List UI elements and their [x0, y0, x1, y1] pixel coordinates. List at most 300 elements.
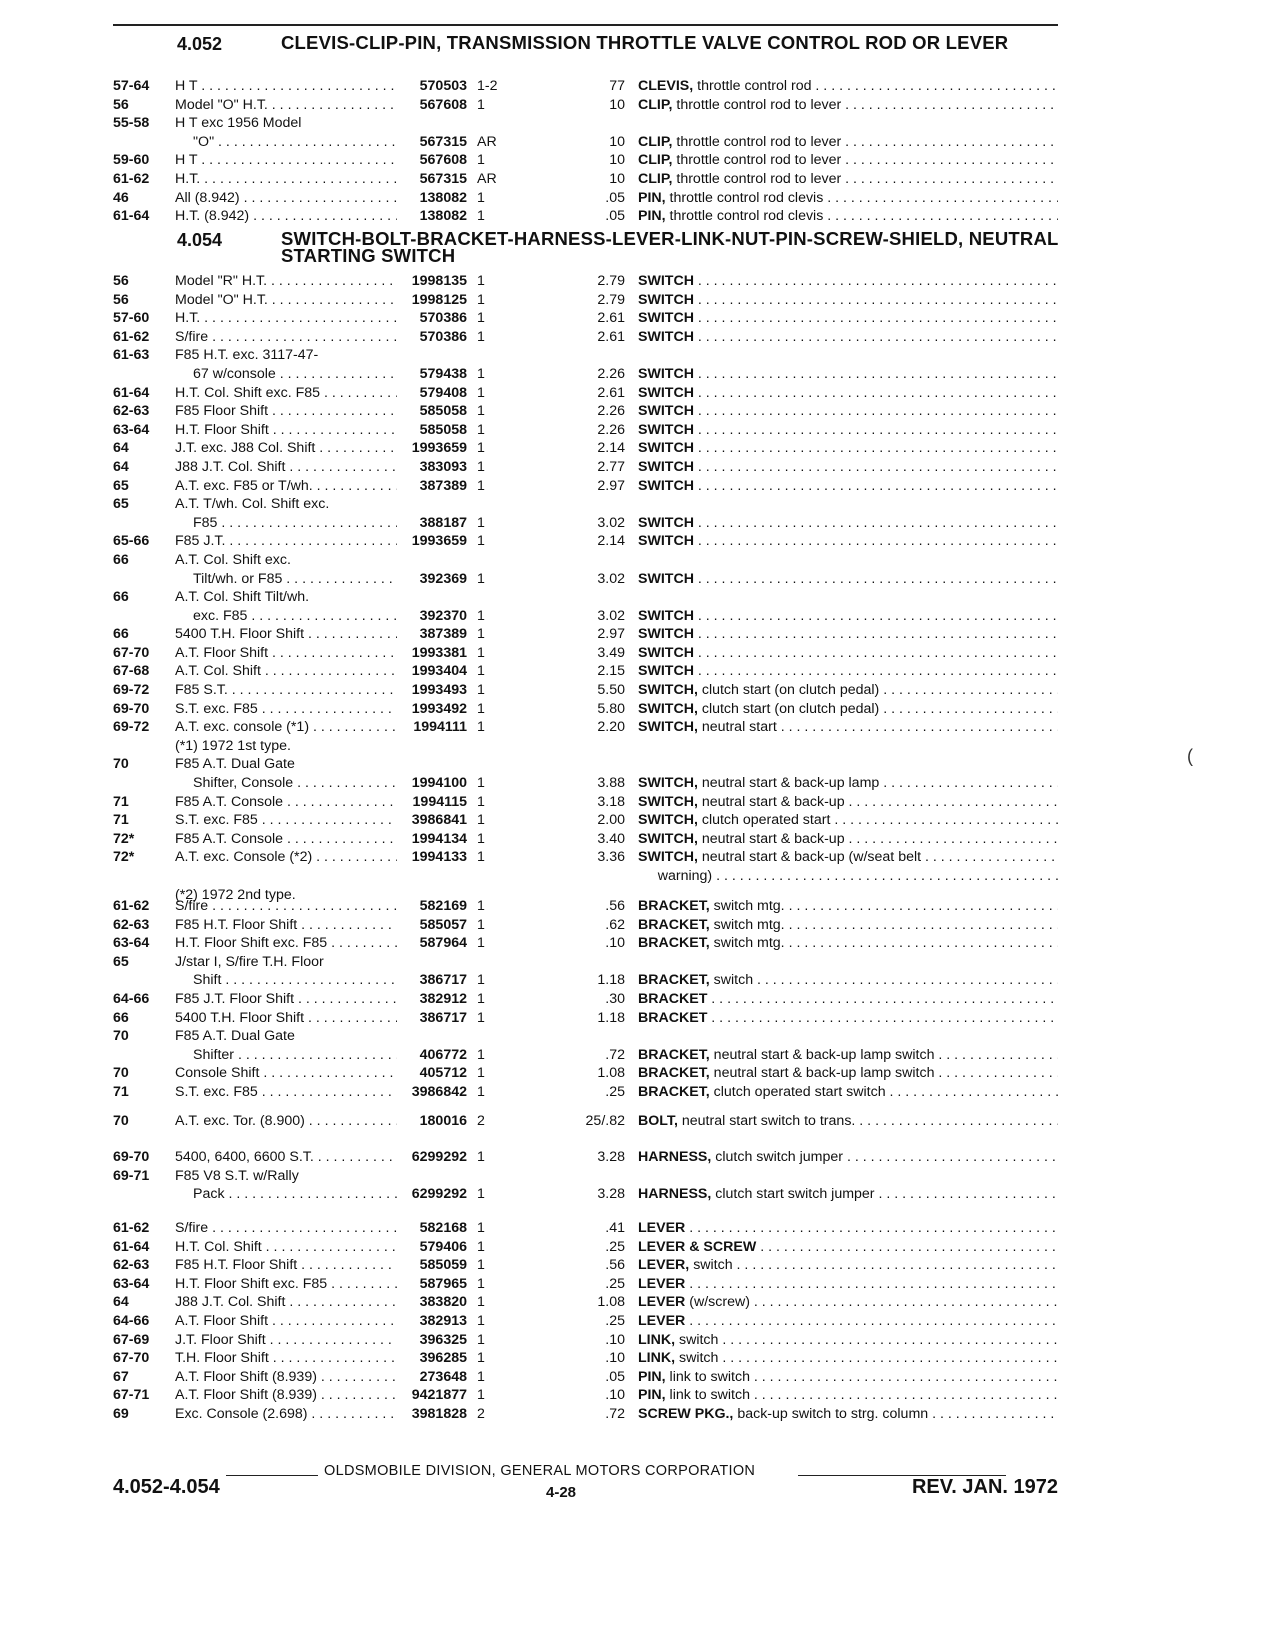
- quantity: 1: [477, 1238, 485, 1255]
- application: [175, 1167, 397, 1186]
- part-number: 570503: [419, 78, 467, 94]
- quantity: 1: [477, 663, 485, 680]
- leader-dots: [258, 1084, 397, 1100]
- leader-dots: [718, 1332, 1058, 1348]
- part-name: CLIP,: [638, 133, 673, 150]
- price: .10: [605, 1350, 625, 1367]
- part-number: 1993404: [411, 663, 467, 680]
- application: [175, 934, 397, 953]
- part-number: 387389: [419, 626, 467, 643]
- part-name: SWITCH: [638, 644, 694, 661]
- application-text: A.T. T/wh. Col. Shift exc.: [175, 496, 330, 513]
- part-row: [113, 774, 1058, 793]
- model-year: 61-62: [113, 170, 150, 187]
- leader-dots: [285, 1294, 397, 1310]
- leader-dots: [234, 1047, 397, 1063]
- application-text: S.T. exc. F85: [175, 700, 258, 717]
- application: [175, 1148, 397, 1167]
- footer-revision: REV. JAN. 1972: [911, 1476, 1058, 1498]
- part-description: [638, 1083, 1058, 1102]
- application: [175, 1083, 397, 1102]
- quantity: 1: [477, 440, 485, 457]
- top-rule: [113, 24, 1058, 26]
- part-number: 383093: [419, 458, 467, 475]
- part-description: [638, 1331, 1058, 1350]
- part-number: 1993659: [411, 533, 467, 550]
- leader-dots: [305, 1113, 397, 1129]
- leader-dots: [694, 663, 1058, 679]
- price: .10: [605, 1331, 625, 1348]
- part-description: [638, 897, 1058, 916]
- quantity: 1: [477, 477, 485, 494]
- part-description: [638, 328, 1058, 347]
- application: [175, 830, 397, 849]
- quantity: 1: [477, 1149, 485, 1165]
- model-year: 72*: [113, 849, 135, 866]
- model-year: 67: [113, 1368, 129, 1385]
- application-text: H.T.: [175, 310, 201, 327]
- leader-dots: [685, 1313, 1058, 1329]
- price: 2.20: [597, 719, 625, 736]
- quantity: 1: [477, 990, 485, 1007]
- price: .56: [605, 1257, 625, 1274]
- part-name: BRACKET,: [638, 935, 710, 952]
- application-text: F85 J.T.: [175, 533, 226, 550]
- leader-dots: [268, 645, 397, 661]
- part-number: 3986841: [411, 812, 467, 829]
- application: [175, 588, 397, 607]
- leader-dots: [841, 152, 1058, 168]
- part-row: [113, 328, 1058, 347]
- quantity: 1: [477, 972, 485, 989]
- part-row: [113, 971, 1058, 990]
- part-number: 1994115: [412, 793, 467, 810]
- quantity: 1: [477, 1312, 485, 1329]
- application: [175, 990, 397, 1009]
- application: [175, 811, 397, 830]
- leader-dots: [214, 134, 397, 150]
- part-number: 9421877: [411, 1387, 467, 1404]
- application: [175, 328, 397, 347]
- leader-dots: [707, 991, 1058, 1007]
- application-text: Model "O" H.T.: [175, 96, 268, 113]
- application: [175, 953, 397, 972]
- application: [175, 848, 397, 867]
- application-text: 5400, 6400, 6600 S.T.: [175, 1149, 314, 1165]
- part-description: [638, 867, 1058, 886]
- application: [175, 1046, 397, 1065]
- application-text: H.T. Col. Shift exc. F85: [175, 384, 321, 401]
- price: 2.61: [597, 384, 625, 401]
- application-text: S/fire: [175, 328, 209, 345]
- leader-dots: [886, 1084, 1058, 1100]
- model-year: 67-70: [113, 644, 150, 661]
- part-number: 585058: [419, 421, 467, 438]
- part-description: [638, 1112, 1058, 1131]
- bolt-parts-list: [113, 1112, 1058, 1131]
- part-row: [113, 625, 1058, 644]
- part-number: 1993381: [411, 644, 467, 661]
- application: [175, 170, 397, 189]
- part-description: [638, 309, 1058, 328]
- part-detail: switch mtg.: [709, 916, 785, 933]
- quantity: 1: [477, 384, 485, 401]
- part-description: [638, 421, 1058, 440]
- leader-dots: [694, 459, 1058, 475]
- application-text: J.T. Floor Shift: [175, 1331, 266, 1348]
- application-text: Shift: [193, 972, 222, 989]
- price: 3.02: [597, 607, 625, 624]
- part-row: [113, 291, 1058, 310]
- leader-dots: [200, 171, 397, 187]
- application: [175, 774, 397, 793]
- application: [175, 384, 397, 403]
- leader-dots: [718, 1350, 1058, 1366]
- application: [175, 1349, 397, 1368]
- leader-dots: [685, 1220, 1058, 1236]
- application-text: F85 A.T. Console: [175, 830, 284, 847]
- leader-dots: [268, 292, 397, 308]
- part-description: [638, 700, 1058, 719]
- price: 2.97: [597, 626, 625, 643]
- leader-dots: [197, 152, 397, 168]
- part-detail: throttle control rod clevis: [665, 189, 824, 206]
- part-name: SWITCH: [638, 570, 694, 587]
- leader-dots: [694, 422, 1058, 438]
- part-number: 567315: [419, 170, 467, 187]
- leader-dots: [208, 898, 397, 914]
- application: [175, 897, 397, 916]
- leader-dots: [841, 171, 1058, 187]
- application-text: Shifter: [193, 1046, 235, 1063]
- part-description: [638, 477, 1058, 496]
- part-row: [113, 477, 1058, 496]
- part-detail: neutral start & back-up lamp switch: [709, 1065, 935, 1082]
- model-year: 61-64: [113, 208, 150, 225]
- leader-dots: [228, 682, 397, 698]
- leader-dots: [262, 1239, 397, 1255]
- model-year: 57-64: [113, 78, 150, 94]
- part-name: SCREW PKG.,: [638, 1405, 734, 1422]
- part-description: [638, 532, 1058, 551]
- quantity: 1: [477, 514, 485, 531]
- leader-dots: [750, 1387, 1058, 1403]
- part-name: SWITCH,: [638, 682, 698, 699]
- application: [175, 207, 397, 226]
- part-description: [638, 189, 1058, 208]
- part-name: CLIP,: [638, 96, 673, 113]
- price: 5.80: [597, 700, 625, 717]
- leader-dots: [830, 812, 1058, 828]
- model-year: 66: [113, 626, 129, 643]
- quantity: 1: [477, 1186, 485, 1203]
- quantity: 1: [477, 607, 485, 624]
- price: 10: [609, 96, 625, 113]
- price: 2.97: [597, 477, 625, 494]
- application-text: F85 J.T. Floor Shift: [175, 990, 295, 1007]
- leader-dots: [197, 78, 397, 94]
- quantity: 1: [477, 1368, 485, 1385]
- leader-dots: [694, 533, 1058, 549]
- part-name: SWITCH: [638, 421, 694, 438]
- model-year: 65: [113, 953, 129, 970]
- model-year: 61-62: [113, 328, 150, 345]
- part-number: 570386: [419, 328, 467, 345]
- price: 10: [609, 152, 625, 169]
- application-text: Console Shift: [175, 1065, 260, 1082]
- application: [175, 1027, 397, 1046]
- quantity: 1: [477, 403, 485, 420]
- part-row: [113, 309, 1058, 328]
- application: [175, 114, 397, 133]
- leader-dots: [879, 775, 1058, 791]
- application-text: 5400 T.H. Floor Shift: [175, 626, 305, 643]
- part-number: 387389: [419, 477, 467, 494]
- application-text: (*1) 1972 1st type.: [175, 737, 291, 754]
- part-name: PIN,: [638, 1368, 666, 1385]
- model-year: 56: [113, 273, 129, 289]
- price: 3.02: [597, 570, 625, 587]
- leader-dots: [875, 1186, 1058, 1202]
- quantity: 1: [477, 1387, 485, 1404]
- part-detail: clutch operated start switch: [709, 1083, 886, 1100]
- quantity: 1: [477, 152, 485, 169]
- part-row: [113, 1148, 1058, 1167]
- part-description: [638, 1185, 1058, 1204]
- part-detail: neutral start & back-up: [697, 830, 845, 847]
- application: [175, 551, 397, 570]
- quantity: 1: [477, 916, 485, 933]
- part-name: SWITCH: [638, 291, 694, 308]
- lever-link-pin-parts-list: [113, 1219, 1058, 1424]
- part-detail: neutral start & back-up (w/seat belt: [697, 849, 922, 866]
- part-detail: throttle control rod to lever: [672, 96, 842, 113]
- leader-dots: [283, 831, 397, 847]
- application: [175, 971, 397, 990]
- quantity: 1: [477, 812, 485, 829]
- price: .10: [605, 1387, 625, 1404]
- part-row: [113, 346, 1058, 365]
- leader-dots: [841, 97, 1058, 113]
- price: 2.26: [597, 403, 625, 420]
- application: [175, 644, 397, 663]
- application-text: J.T. exc. J88 Col. Shift: [175, 440, 316, 457]
- quantity: AR: [477, 170, 497, 187]
- part-row: [113, 1349, 1058, 1368]
- part-detail: neutral start & back-up lamp: [697, 775, 880, 792]
- leader-dots: [261, 663, 397, 679]
- quantity: 1: [477, 898, 485, 914]
- part-description: [638, 458, 1058, 477]
- part-description: [638, 1219, 1058, 1238]
- quantity: 1: [477, 644, 485, 661]
- model-year: 61-64: [113, 1238, 150, 1255]
- part-number: 3986842: [411, 1083, 467, 1100]
- leader-dots: [282, 571, 397, 587]
- part-name: BRACKET,: [638, 1083, 710, 1100]
- part-row: [113, 811, 1058, 830]
- leader-dots: [855, 1113, 1058, 1129]
- model-year: 72*: [113, 830, 135, 847]
- price: .10: [605, 935, 625, 952]
- application: [175, 151, 397, 170]
- price: 1.18: [597, 972, 625, 989]
- model-year: 69-70: [113, 1149, 150, 1165]
- application-text: H.T. Col. Shift: [175, 1238, 262, 1255]
- price: 2.14: [597, 533, 625, 550]
- leader-dots: [756, 1239, 1058, 1255]
- application-text: J/star I, S/fire T.H. Floor: [175, 953, 324, 970]
- application-text: (*2) 1972 2nd type.: [175, 886, 296, 903]
- leader-dots: [327, 935, 397, 951]
- part-detail: neutral start switch to trans.: [677, 1113, 856, 1129]
- model-year: 63-64: [113, 1275, 150, 1292]
- model-year: 69: [113, 1405, 129, 1422]
- part-detail: clutch start (on clutch pedal): [697, 700, 880, 717]
- part-number: 138082: [419, 189, 467, 206]
- model-year: 64-66: [113, 990, 150, 1007]
- section-number: 4.052: [177, 34, 223, 54]
- part-name: SWITCH: [638, 477, 694, 494]
- part-name: SWITCH: [638, 273, 694, 289]
- model-year: 63-64: [113, 421, 150, 438]
- part-row: [113, 189, 1058, 208]
- part-name: BRACKET,: [638, 972, 710, 989]
- stray-mark: (: [1187, 746, 1193, 766]
- model-year: 46: [113, 189, 129, 206]
- price: 3.49: [597, 644, 625, 661]
- part-row: [113, 1238, 1058, 1257]
- part-detail: throttle control rod clevis: [665, 208, 824, 225]
- price: .05: [605, 208, 625, 225]
- part-row: [113, 402, 1058, 421]
- part-row: [113, 384, 1058, 403]
- quantity: 1: [477, 1046, 485, 1063]
- part-name: SWITCH: [638, 440, 694, 457]
- application-text: H.T. (8.942): [175, 208, 250, 225]
- quantity: 1: [477, 1275, 485, 1292]
- part-detail: neutral start: [697, 719, 777, 736]
- leader-dots: [750, 1369, 1058, 1385]
- application: [175, 916, 397, 935]
- leader-dots: [694, 366, 1058, 382]
- leader-dots: [712, 868, 1058, 884]
- application-text: F85 H.T. Floor Shift: [175, 1257, 298, 1274]
- leader-dots: [785, 898, 1058, 914]
- application: [175, 662, 397, 681]
- part-number: 585059: [419, 1257, 467, 1274]
- part-description: [638, 514, 1058, 533]
- part-description: [638, 830, 1058, 849]
- part-row: [113, 272, 1058, 291]
- quantity: 1: [477, 1009, 485, 1026]
- leader-dots: [320, 385, 397, 401]
- model-year: 71: [113, 1083, 129, 1100]
- part-description: [638, 272, 1058, 291]
- price: 2.79: [597, 291, 625, 308]
- price: .72: [605, 1405, 625, 1422]
- leader-dots: [267, 273, 397, 289]
- part-number: 386717: [419, 1009, 467, 1026]
- model-year: 67-70: [113, 1350, 150, 1367]
- part-name: LINK,: [638, 1331, 676, 1348]
- leader-dots: [694, 403, 1058, 419]
- part-name: HARNESS,: [638, 1149, 712, 1165]
- price: .25: [605, 1275, 625, 1292]
- price: 25/.82: [585, 1113, 625, 1129]
- quantity: 1: [477, 365, 485, 382]
- leader-dots: [314, 1149, 397, 1165]
- application-text: Pack: [193, 1186, 225, 1203]
- part-description: [638, 1293, 1058, 1312]
- application: [175, 1405, 397, 1424]
- quantity: 1: [477, 310, 485, 327]
- part-detail: switch mtg.: [709, 935, 785, 952]
- part-name: SWITCH,: [638, 812, 698, 829]
- leader-dots: [823, 190, 1058, 206]
- price: 3.28: [597, 1186, 625, 1203]
- application-text: Tilt/wh. or F85: [193, 570, 283, 587]
- leader-dots: [843, 1149, 1058, 1165]
- part-description: [638, 681, 1058, 700]
- model-year: 65-66: [113, 533, 150, 550]
- application: [175, 570, 397, 589]
- footer-publisher: OLDSMOBILE DIVISION, GENERAL MOTORS CORPORATION: [324, 1463, 756, 1479]
- part-detail: throttle control rod: [693, 78, 812, 94]
- part-description: [638, 365, 1058, 384]
- model-year: 62-63: [113, 1257, 150, 1274]
- quantity: 1: [477, 1083, 485, 1100]
- part-number: 6299292: [411, 1149, 467, 1165]
- price: .25: [605, 1238, 625, 1255]
- leader-dots: [934, 1065, 1058, 1081]
- part-number: 3981828: [411, 1405, 467, 1422]
- section-4052-parts-list: [113, 77, 1058, 226]
- part-description: [638, 774, 1058, 793]
- leader-dots: [785, 935, 1058, 951]
- quantity: 1: [477, 273, 485, 289]
- application: [175, 532, 397, 551]
- part-number: 1998125: [411, 291, 467, 308]
- quantity: 1: [477, 458, 485, 475]
- price: 3.28: [597, 1149, 625, 1165]
- leader-dots: [221, 972, 397, 988]
- part-row: [113, 170, 1058, 189]
- application-text: A.T. Col. Shift: [175, 663, 261, 680]
- leader-dots: [249, 208, 397, 224]
- application-text: F85 A.T. Dual Gate: [175, 756, 295, 773]
- application-text: F85: [193, 514, 218, 531]
- price: .05: [605, 1368, 625, 1385]
- model-year: 65: [113, 496, 129, 513]
- footer-section-range: 4.052-4.054: [113, 1476, 220, 1498]
- application: [175, 718, 397, 737]
- harness-parts-list: [113, 1148, 1058, 1204]
- application: [175, 133, 397, 152]
- application: [175, 1238, 397, 1257]
- part-name: BOLT,: [638, 1113, 678, 1129]
- part-row: [113, 551, 1058, 570]
- switch-parts-list: [113, 272, 1058, 904]
- model-year: 67-69: [113, 1331, 150, 1348]
- application-text: S.T. exc. F85: [175, 812, 258, 829]
- application-text: T.H. Floor Shift: [175, 1350, 269, 1367]
- part-row: [113, 1064, 1058, 1083]
- leader-dots: [694, 645, 1058, 661]
- part-detail: switch: [689, 1257, 733, 1274]
- quantity: 1: [477, 700, 485, 717]
- leader-dots: [315, 440, 397, 456]
